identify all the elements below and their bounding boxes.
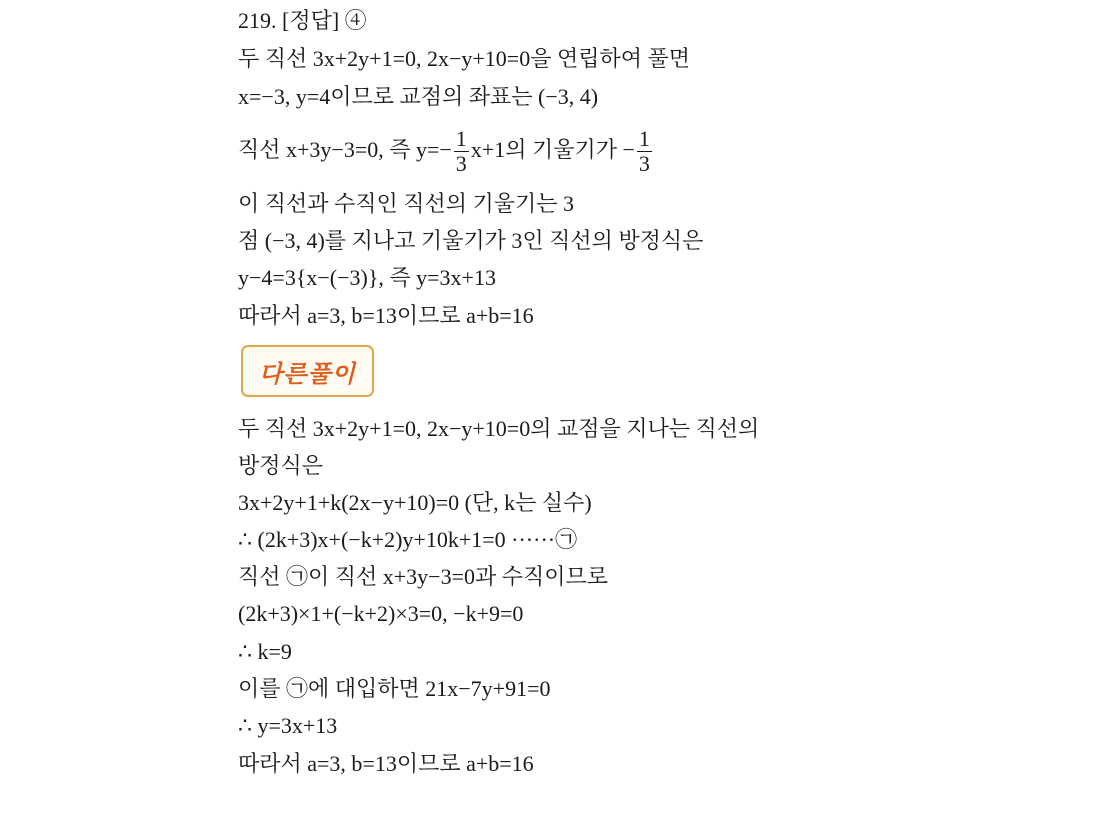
fraction-denominator: 3	[455, 151, 467, 177]
solution-line-3-middle: x+1의 기울기가 −	[470, 137, 635, 162]
solution-line-5: 점 (−3, 4)를 지나고 기울기가 3인 직선의 방정식은	[238, 228, 704, 253]
problem-header: 219. [정답] ④	[238, 8, 367, 33]
fraction-numerator: 1	[455, 126, 467, 152]
fraction-denominator-2: 3	[638, 151, 650, 177]
solution-line-3	[238, 122, 654, 178]
alt-line-7: ∴ k=9	[238, 639, 292, 664]
alternative-solution-label	[241, 345, 374, 397]
alt-line-5: 직선 ㉠이 직선 x+3y−3=0과 수직이므로	[238, 564, 608, 589]
alt-line-8: 이를 ㉠에 대입하면 21x−7y+91=0	[238, 676, 551, 701]
alt-line-1: 두 직선 3x+2y+1=0, 2x−y+10=0의 교점을 지나는 직선의	[238, 416, 760, 441]
fraction-numerator-2: 1	[638, 126, 650, 152]
fraction-one-third	[454, 127, 469, 176]
fraction-one-third-2	[637, 127, 652, 176]
solution-line-7: 따라서 a=3, b=13이므로 a+b=16	[238, 303, 534, 328]
alt-line-4: ∴ (2k+3)x+(−k+2)y+10k+1=0 ······㉠	[238, 527, 578, 552]
solution-line-1: 두 직선 3x+2y+1=0, 2x−y+10=0을 연립하여 풀면	[238, 46, 690, 71]
alt-line-9: ∴ y=3x+13	[238, 713, 338, 738]
alt-line-2: 방정식은	[238, 453, 324, 478]
solution-line-2: x=−3, y=4이므로 교점의 좌표는 (−3, 4)	[238, 84, 599, 109]
solution-line-3-start: 직선 x+3y−3=0, 즉 y=−	[238, 137, 452, 162]
solution-line-4: 이 직선과 수직인 직선의 기울기는 3	[238, 191, 575, 216]
alt-line-3: 3x+2y+1+k(2x−y+10)=0 (단, k는 실수)	[238, 490, 592, 515]
alt-line-6: (2k+3)×1+(−k+2)×3=0, −k+9=0	[238, 601, 524, 626]
solution-line-6: y−4=3{x−(−3)}, 즉 y=3x+13	[238, 265, 496, 290]
alt-line-10: 따라서 a=3, b=13이므로 a+b=16	[238, 751, 534, 776]
alternative-solution-label-text: 다른풀이	[259, 359, 356, 388]
